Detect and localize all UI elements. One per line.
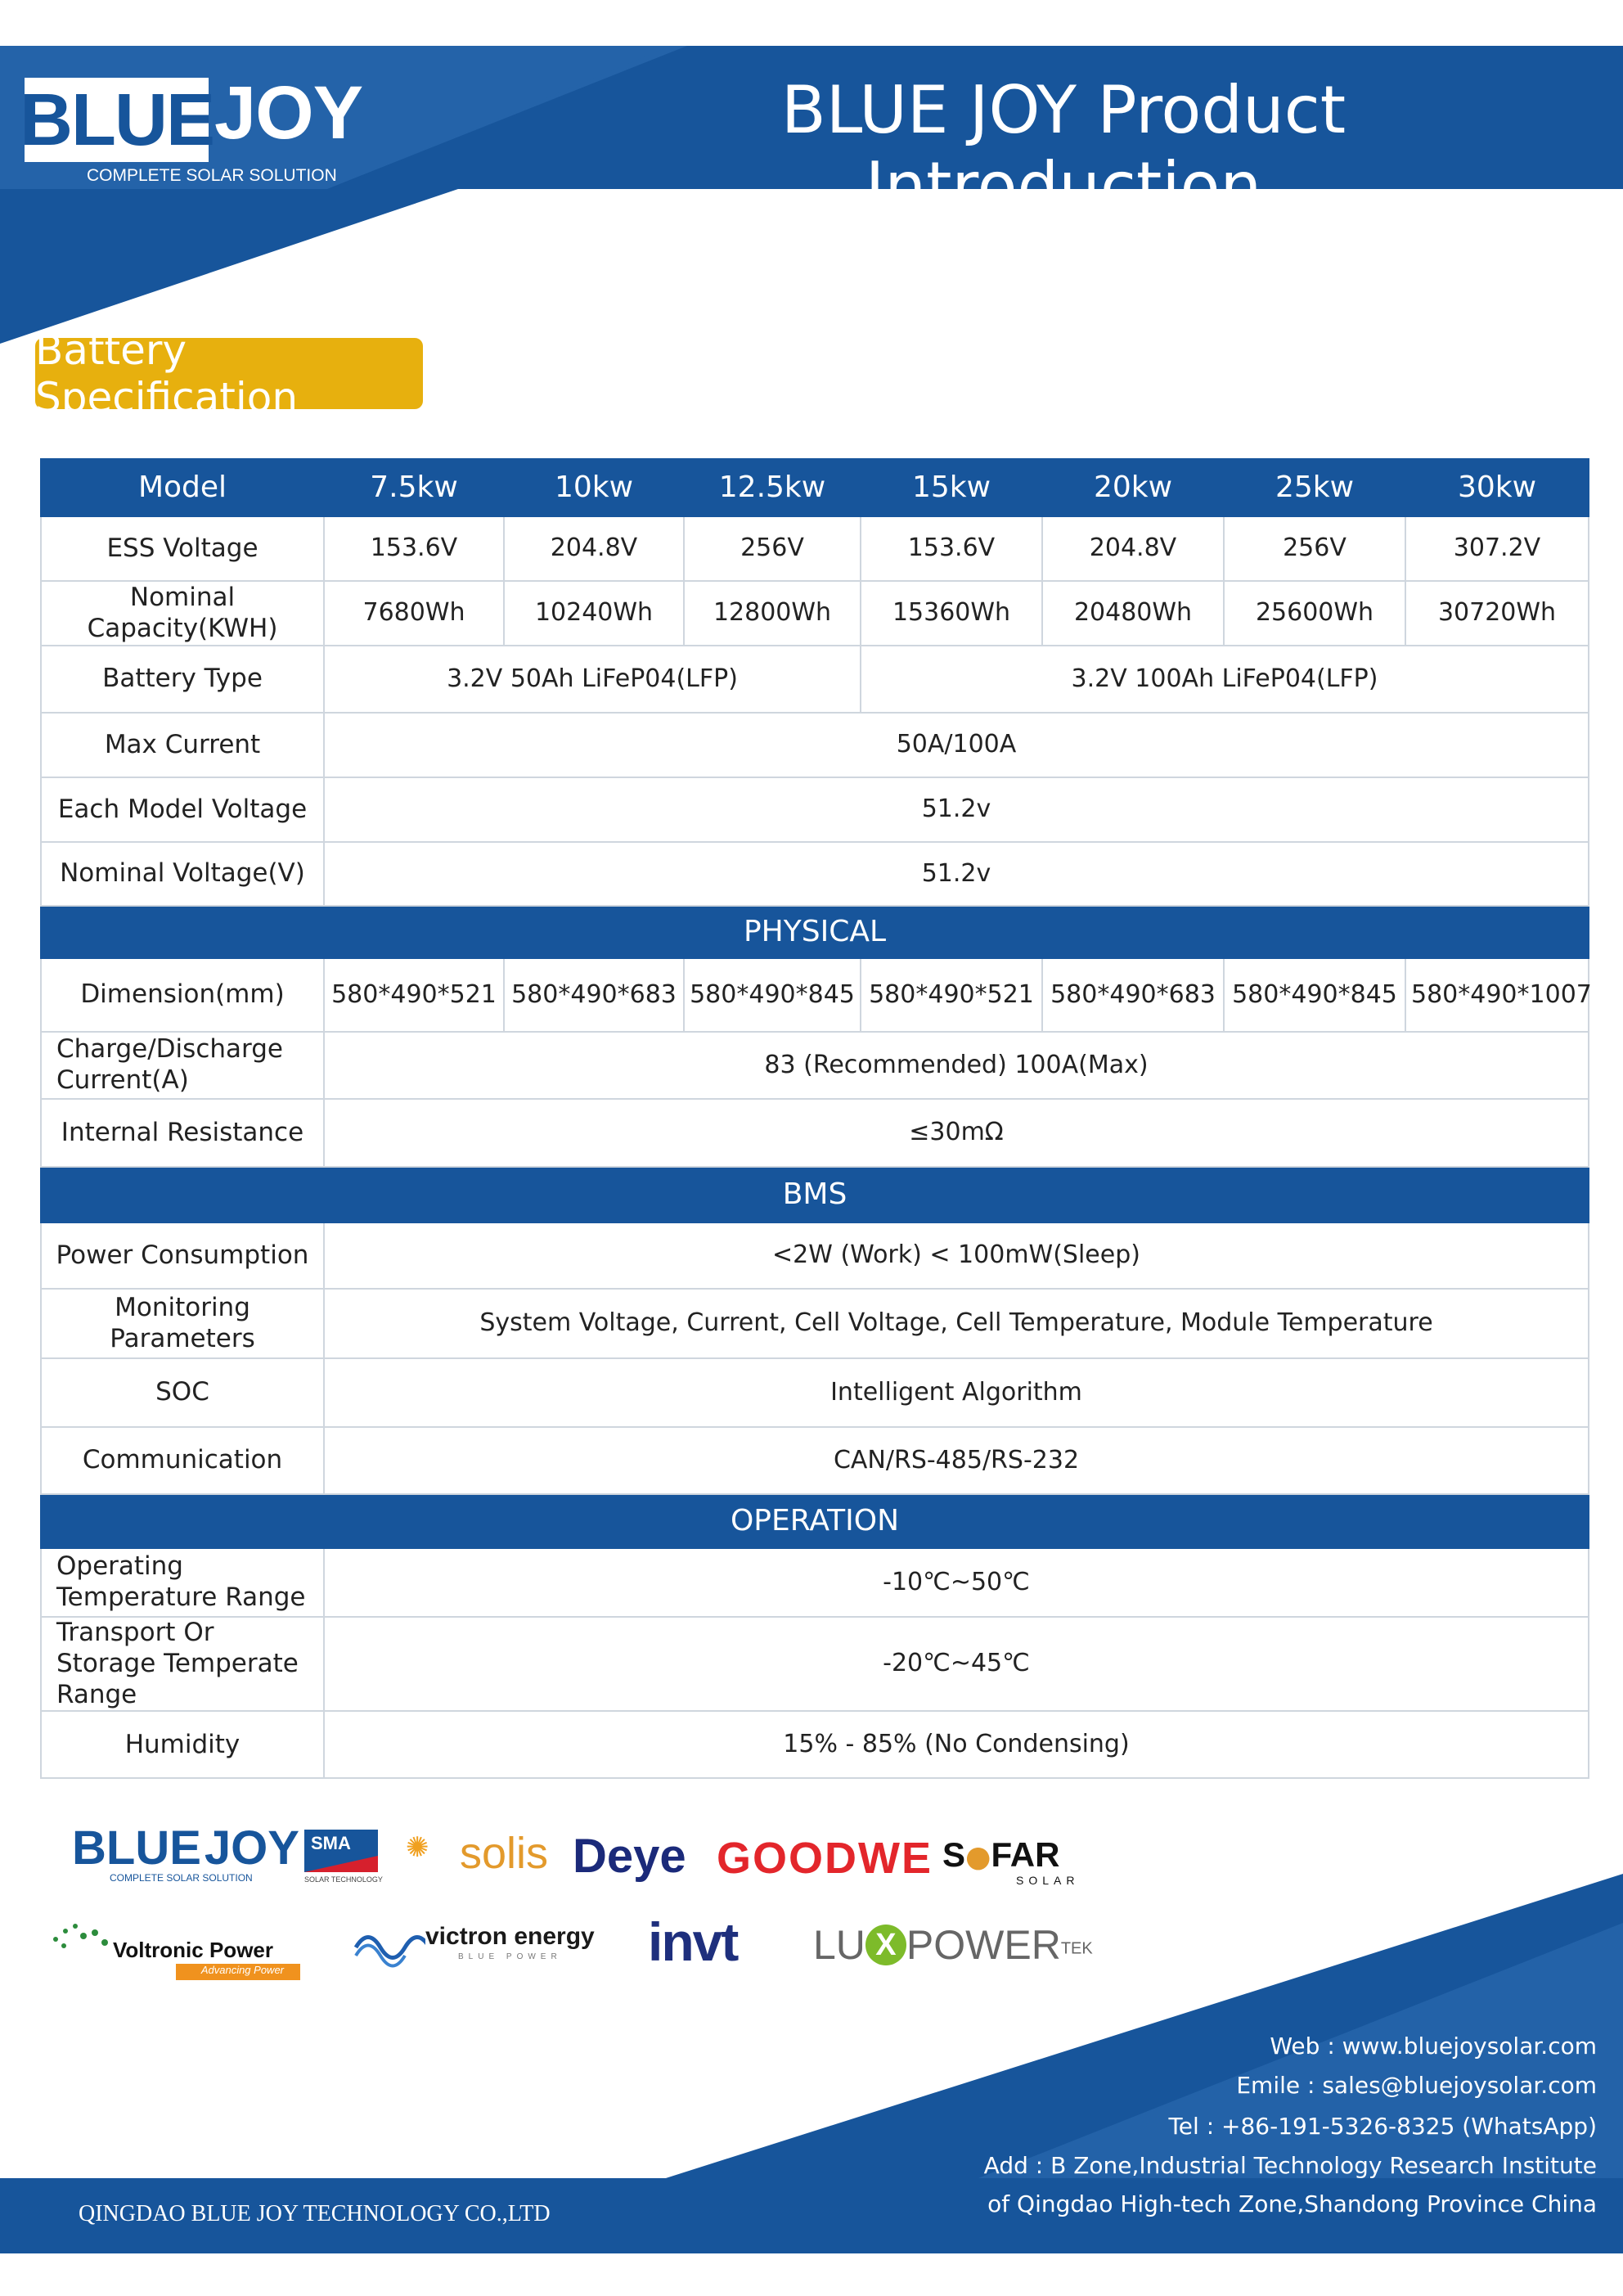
- power-label: Power Consumption: [41, 1222, 324, 1289]
- each-model-voltage-label: Each Model Voltage: [41, 777, 324, 842]
- model-label: Model: [41, 459, 324, 516]
- capacity-cell: 25600Wh: [1224, 581, 1405, 646]
- communication-label: Communication: [41, 1427, 324, 1494]
- capacity-cell: 20480Wh: [1042, 581, 1224, 646]
- nominal-voltage-label: Nominal Voltage(V): [41, 842, 324, 906]
- logo-bluejoy-tag: COMPLETE SOLAR SOLUTION: [110, 1872, 253, 1884]
- op-temp-label: Operating Temperature Range: [41, 1548, 324, 1617]
- dimension-label: Dimension(mm): [41, 958, 324, 1032]
- logo-bluejoy-joy: JOY: [204, 1821, 299, 1875]
- charge-row: [41, 1032, 1589, 1099]
- footer-company: QINGDAO BLUE JOY TECHNOLOGY CO.,LTD: [79, 2201, 551, 2226]
- logo-sma-tag: SOLAR TECHNOLOGY: [304, 1875, 383, 1884]
- humidity-cell: 15% - 85% (No Condensing): [324, 1711, 1589, 1778]
- battery-type-label: Battery Type: [41, 646, 324, 713]
- dimension-cell: 580*490*683: [504, 958, 684, 1032]
- ess-voltage-cell: 204.8V: [504, 516, 684, 581]
- model-cell: 25kw: [1224, 459, 1405, 516]
- model-cell: 20kw: [1042, 459, 1224, 516]
- operation-section-row: [41, 1494, 1589, 1548]
- charge-label: Charge/Discharge Current(A): [41, 1032, 324, 1099]
- logo-victron: victron energy: [425, 1923, 595, 1950]
- ess-voltage-cell: 307.2V: [1405, 516, 1589, 581]
- logo-solis: solis: [460, 1829, 549, 1878]
- power-row: [41, 1222, 1589, 1289]
- ess-voltage-cell: 256V: [1224, 516, 1405, 581]
- humidity-label: Humidity: [41, 1711, 324, 1778]
- ess-voltage-cell: 256V: [684, 516, 861, 581]
- logo-voltronic-tag: Advancing Power: [176, 1964, 300, 1980]
- soc-row: [41, 1358, 1589, 1427]
- section-badge: Battery Specification: [35, 338, 423, 409]
- physical-section-header: PHYSICAL: [41, 906, 1589, 958]
- capacity-label: Nominal Capacity(KWH): [41, 581, 324, 646]
- storage-temp-label: Transport Or Storage Temperate Range: [41, 1617, 324, 1711]
- each-model-voltage-row: [41, 777, 1589, 842]
- operation-section-header: OPERATION: [41, 1494, 1589, 1548]
- model-cell: 10kw: [504, 459, 684, 516]
- dimension-row: [41, 958, 1589, 1032]
- model-cell: 15kw: [861, 459, 1042, 516]
- page-title: BLUE JOY Product Introduction: [780, 72, 1347, 224]
- dimension-cell: 580*490*521: [324, 958, 504, 1032]
- header-logo-box: [20, 78, 214, 162]
- logo-victron-tag: BLUE POWER: [458, 1952, 562, 1961]
- battery-type-row: [41, 646, 1589, 713]
- op-temp-cell: -10℃~50℃: [324, 1548, 1589, 1617]
- logo-sofar-tag: SOLAR: [1016, 1874, 1080, 1887]
- sun-icon: ✺: [406, 1831, 429, 1864]
- logo-bluejoy-blue: BLUE: [72, 1821, 201, 1875]
- logo-sofar-far: FAR: [991, 1835, 1060, 1874]
- max-current-row: [41, 713, 1589, 777]
- header-tail: [0, 189, 458, 344]
- op-temp-row: [41, 1548, 1589, 1617]
- communication-cell: CAN/RS-485/RS-232: [324, 1427, 1589, 1494]
- ess-voltage-label: ESS Voltage: [41, 516, 324, 581]
- capacity-cell: 7680Wh: [324, 581, 504, 646]
- capacity-cell: 10240Wh: [504, 581, 684, 646]
- battery-type-cell: 3.2V 100Ah LiFeP04(LFP): [861, 646, 1589, 713]
- resistance-row: [41, 1099, 1589, 1167]
- logo-luxpower-x: X: [865, 1925, 906, 1965]
- capacity-cell: 30720Wh: [1405, 581, 1589, 646]
- monitoring-label: Monitoring Parameters: [41, 1289, 324, 1358]
- footer-email: Emile : sales@bluejoysolar.com: [1236, 2072, 1597, 2099]
- resistance-label: Internal Resistance: [41, 1099, 324, 1167]
- model-cell: 30kw: [1405, 459, 1589, 516]
- max-current-cell: 50A/100A: [324, 713, 1589, 777]
- bms-section-row: [41, 1167, 1589, 1222]
- logo-sma-text: SMA: [311, 1833, 351, 1853]
- logo-tagline: COMPLETE SOLAR SOLUTION: [87, 166, 337, 185]
- footer-tel: Tel : +86-191-5326-8325 (WhatsApp): [1168, 2113, 1597, 2140]
- battery-spec-table: [40, 458, 1592, 1779]
- footer-web: Web : www.bluejoysolar.com: [1270, 2033, 1597, 2060]
- soc-cell: Intelligent Algorithm: [324, 1358, 1589, 1427]
- dimension-cell: 580*490*1007: [1405, 958, 1589, 1032]
- model-cell: 7.5kw: [324, 459, 504, 516]
- storage-temp-cell: -20℃~45℃: [324, 1617, 1589, 1711]
- logo-word-joy: JOY: [214, 71, 363, 155]
- logo-luxpower-lu: LU: [813, 1922, 865, 1968]
- charge-cell: 83 (Recommended) 100A(Max): [324, 1032, 1589, 1099]
- battery-type-cell: 3.2V 50Ah LiFeP04(LFP): [324, 646, 861, 713]
- dimension-cell: 580*490*845: [1224, 958, 1405, 1032]
- ess-voltage-cell: 204.8V: [1042, 516, 1224, 581]
- logo-sofar-s: S: [942, 1835, 966, 1874]
- max-current-label: Max Current: [41, 713, 324, 777]
- capacity-cell: 12800Wh: [684, 581, 861, 646]
- dimension-cell: 580*490*845: [684, 958, 861, 1032]
- nominal-voltage-row: [41, 842, 1589, 906]
- bms-section-header: BMS: [41, 1167, 1589, 1222]
- logo-goodwe: GOODWE: [717, 1834, 933, 1883]
- monitoring-cell: System Voltage, Current, Cell Voltage, Cell Temperature, Module Temperature: [324, 1289, 1589, 1358]
- power-cell: <2W (Work) < 100mW(Sleep): [324, 1222, 1589, 1289]
- logo-deye: Deye: [573, 1830, 686, 1883]
- ess-voltage-cell: 153.6V: [861, 516, 1042, 581]
- monitoring-row: [41, 1289, 1589, 1358]
- communication-row: [41, 1427, 1589, 1494]
- logo-invt: invt: [648, 1911, 738, 1972]
- humidity-row: [41, 1711, 1589, 1778]
- dimension-cell: 580*490*683: [1042, 958, 1224, 1032]
- capacity-cell: 15360Wh: [861, 581, 1042, 646]
- physical-section-row: [41, 906, 1589, 958]
- ess-voltage-row: [41, 516, 1589, 581]
- logo-luxpower-power: POWER: [906, 1922, 1061, 1968]
- soc-label: SOC: [41, 1358, 324, 1427]
- footer-address-line2: of Qingdao High-tech Zone,Shandong Province China: [987, 2190, 1597, 2217]
- logo-voltronic: Voltronic Power: [113, 1938, 273, 1962]
- model-header-row: [41, 459, 1589, 516]
- footer-address-line1: Add : B Zone,Industrial Technology Research Institute: [983, 2152, 1597, 2179]
- logo-word-blue: BLUE: [20, 79, 214, 161]
- ess-voltage-cell: 153.6V: [324, 516, 504, 581]
- each-model-voltage-cell: 51.2v: [324, 777, 1589, 842]
- resistance-cell: ≤30mΩ: [324, 1099, 1589, 1167]
- nominal-voltage-cell: 51.2v: [324, 842, 1589, 906]
- dimension-cell: 580*490*521: [861, 958, 1042, 1032]
- logo-luxpower-tek: TEK: [1060, 1939, 1093, 1958]
- storage-temp-row: [41, 1617, 1589, 1711]
- capacity-row: [41, 581, 1589, 646]
- model-cell: 12.5kw: [684, 459, 861, 516]
- sofar-sun-icon: ●: [965, 1840, 991, 1874]
